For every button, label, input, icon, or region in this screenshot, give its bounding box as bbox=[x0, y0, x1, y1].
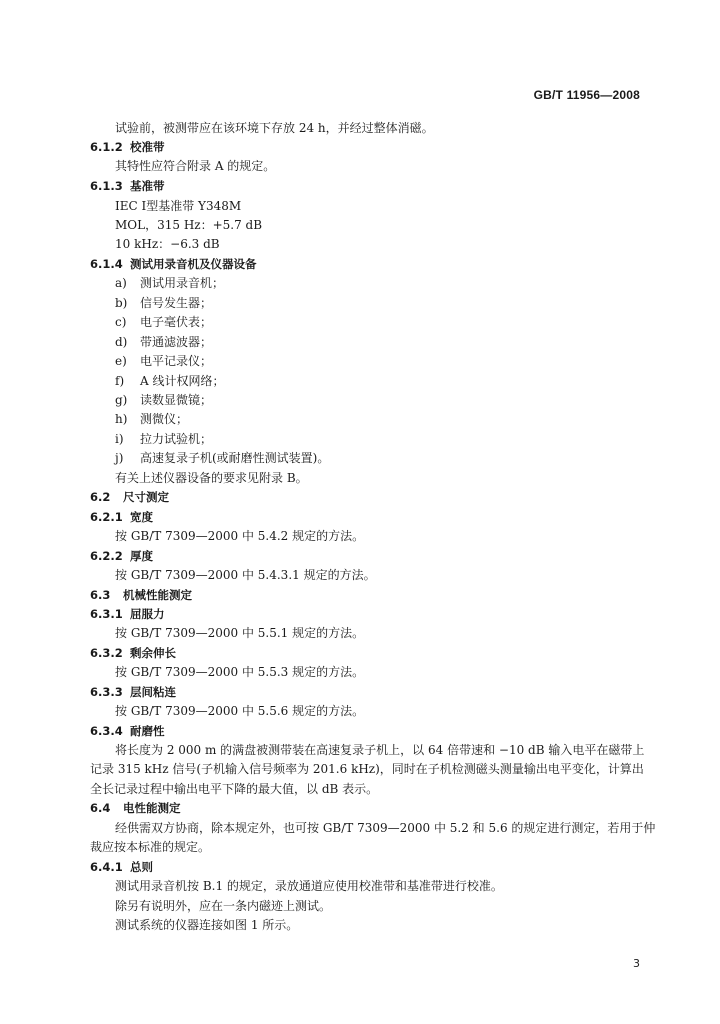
list-marker: d) bbox=[115, 335, 128, 349]
section-title: 耐磨性 bbox=[130, 724, 165, 738]
list-marker: b) bbox=[115, 296, 128, 310]
section-title: 电性能测定 bbox=[123, 801, 181, 815]
list-marker: j) bbox=[115, 451, 124, 465]
standard-number-header: GB/T 11956—2008 bbox=[533, 88, 640, 102]
section-text: 按 GB/T 7309—2000 中 5.5.1 规定的方法。 bbox=[115, 626, 365, 640]
section-number: 6.3.2 bbox=[90, 646, 123, 660]
line-text: 全长记录过程中输出电平下降的最大值，以 dB 表示。 bbox=[90, 782, 379, 796]
list-marker: g) bbox=[115, 393, 128, 407]
line-text: 除另有说明外，应在一条内磁迹上测试。 bbox=[115, 899, 332, 913]
section-number: 6.4.1 bbox=[90, 860, 123, 874]
section-title: 机械性能测定 bbox=[123, 588, 192, 602]
list-text: 测试用录音机； bbox=[140, 276, 225, 290]
line-text: 经供需双方协商，除本规定外，也可按 GB/T 7309—2000 中 5.2 和 5.6 的规定进行测定，若用于仲 bbox=[115, 821, 656, 835]
line-text: 将长度为 2 000 m 的满盘被测带装在高速复录子机上，以 64 倍带速和 −10 dB 输入电平在磁带上 bbox=[115, 743, 645, 757]
line-text: 10 kHz：−6.3 dB bbox=[115, 237, 220, 251]
intro-text: 试验前，被测带应在该环境下存放 24 h，并经过整体消磁。 bbox=[115, 121, 434, 135]
list-text: 带通滤波器； bbox=[140, 335, 213, 349]
section-number: 6.2 bbox=[90, 490, 111, 504]
section-number: 6.3 bbox=[90, 588, 111, 602]
page-number: 3 bbox=[633, 957, 640, 970]
section-title: 测试用录音机及仪器设备 bbox=[130, 257, 257, 271]
section-number: 6.3.1 bbox=[90, 607, 123, 621]
list-text: 拉力试验机； bbox=[140, 432, 213, 446]
section-number: 6.2.1 bbox=[90, 510, 123, 524]
section-text: 其特性应符合附录 A 的规定。 bbox=[115, 159, 276, 173]
list-marker: c) bbox=[115, 315, 127, 329]
list-marker: a) bbox=[115, 276, 127, 290]
list-text: 高速复录子机(或耐磨性测试装置)。 bbox=[140, 451, 330, 465]
section-number: 6.3.4 bbox=[90, 724, 123, 738]
list-text: 电平记录仪； bbox=[140, 354, 213, 368]
list-text: 读数显微镜； bbox=[140, 393, 213, 407]
section-number: 6.4 bbox=[90, 801, 111, 815]
section-title: 尺寸测定 bbox=[123, 490, 169, 504]
section-number: 6.3.3 bbox=[90, 685, 123, 699]
line-text: 记录 315 kHz 信号(子机输入信号频率为 201.6 kHz)，同时在子机检测磁头测量输出电平变化，计算出 bbox=[90, 762, 644, 776]
section-title: 校准带 bbox=[130, 140, 165, 154]
line-text: MOL，315 Hz：+5.7 dB bbox=[115, 218, 263, 232]
section-text: 按 GB/T 7309—2000 中 5.5.6 规定的方法。 bbox=[115, 704, 365, 718]
section-title: 剩余伸长 bbox=[130, 646, 176, 660]
section-number: 6.1.3 bbox=[90, 179, 123, 193]
list-text: 测微仪； bbox=[140, 412, 189, 426]
list-marker: f) bbox=[115, 374, 125, 388]
section-title: 基准带 bbox=[130, 179, 165, 193]
list-marker: i) bbox=[115, 432, 124, 446]
section-text: 按 GB/T 7309—2000 中 5.4.2 规定的方法。 bbox=[115, 529, 365, 543]
section-title: 宽度 bbox=[130, 510, 153, 524]
line-text: 测试用录音机按 B.1 的规定，录放通道应使用校准带和基准带进行校准。 bbox=[115, 879, 503, 893]
list-text: 电子毫伏表； bbox=[140, 315, 213, 329]
line-text: 测试系统的仪器连接如图 1 所示。 bbox=[115, 918, 299, 932]
list-text: A 线计权网络； bbox=[140, 374, 225, 388]
line-text: 裁应按本标准的规定。 bbox=[90, 840, 211, 854]
section-number: 6.1.4 bbox=[90, 257, 123, 271]
line-text: IEC Ⅰ型基准带 Y348M bbox=[115, 199, 242, 213]
list-marker: e) bbox=[115, 354, 127, 368]
section-title: 总则 bbox=[130, 860, 153, 874]
section-text: 按 GB/T 7309—2000 中 5.5.3 规定的方法。 bbox=[115, 665, 365, 679]
section-title: 屈服力 bbox=[130, 607, 165, 621]
section-title: 厚度 bbox=[130, 549, 153, 563]
list-text: 信号发生器； bbox=[140, 296, 213, 310]
section-title: 层间粘连 bbox=[130, 685, 176, 699]
equipment-note: 有关上述仪器设备的要求见附录 B。 bbox=[115, 471, 308, 485]
section-text: 按 GB/T 7309—2000 中 5.4.3.1 规定的方法。 bbox=[115, 568, 376, 582]
list-marker: h) bbox=[115, 412, 128, 426]
section-number: 6.1.2 bbox=[90, 140, 123, 154]
section-number: 6.2.2 bbox=[90, 549, 123, 563]
